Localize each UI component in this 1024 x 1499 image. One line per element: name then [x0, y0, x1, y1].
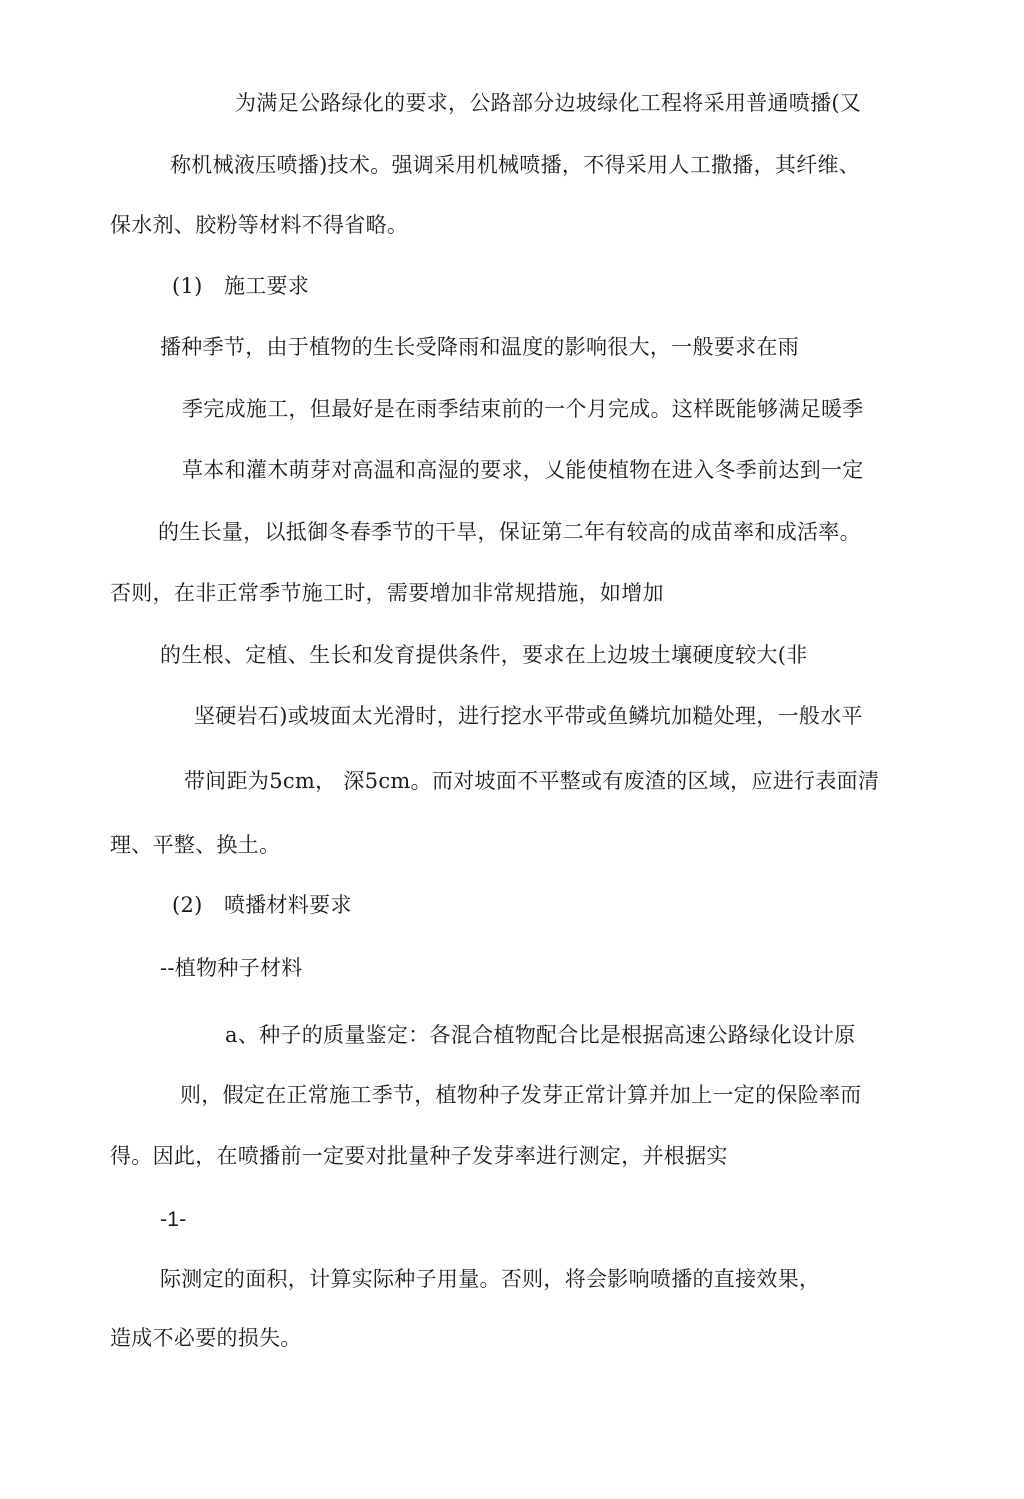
- paragraph-line: 的生长量，以抵御冬春季节的干旱，保证第二年有较高的成苗率和成活率。: [158, 520, 861, 544]
- paragraph-line: 的生根、定植、生长和发育提供条件，要求在上边坡土壤硬度较大(非: [160, 643, 808, 667]
- paragraph-line: 草本和灌木萌芽对高温和高湿的要求，乂能使植物在进入冬季前达到一定: [182, 458, 864, 482]
- paragraph-line: 否则，在非正常季节施工时，需要增加非常规措施，如增加: [110, 581, 664, 605]
- paragraph-line: 理、平整、换土。: [110, 833, 281, 857]
- section-heading: (2) 喷播材料要求: [172, 893, 352, 917]
- paragraph-line: 则，假定在正常施工季节，植物种子发芽正常计算并加上一定的保险率而: [180, 1083, 862, 1107]
- paragraph-line: 季完成施工，但最好是在雨季结束前的一个月完成。这样既能够满足暖季: [182, 397, 864, 421]
- paragraph-line: a、种子的质量鉴定：各混合植物配合比是根据高速公路绿化设计原: [225, 1023, 856, 1047]
- page-number: -1-: [160, 1208, 187, 1231]
- paragraph-line: 际测定的面积，计算实际种子用量。否则，将会影响喷播的直接效果，: [160, 1267, 821, 1291]
- paragraph-line: 称机械液压喷播)技术。强调采用机械喷播，不得采用人工撒播，其纤维、: [170, 153, 861, 177]
- paragraph-line: 坚硬岩石)或坡面太光滑时，进行挖水平带或鱼鳞坑加糙处理，一般水平: [194, 704, 863, 728]
- subheading: --植物种子材料: [160, 956, 303, 980]
- paragraph-line: 播种季节，由于植物的生长受降雨和温度的影响很大，一般要求在雨: [160, 335, 799, 359]
- paragraph-line: 造成不必要的损失。: [110, 1326, 302, 1350]
- paragraph-line: 保水剂、胶粉等材料不得省略。: [110, 213, 409, 237]
- section-heading: (1) 施工要求: [172, 274, 310, 298]
- paragraph-line: 为满足公路绿化的要求，公路部分边坡绿化工程将采用普通喷播(又: [235, 91, 862, 115]
- paragraph-line: 带间距为5cm， 深5cm。而对坡面不平整或有废渣的区域，应进行表面清: [184, 769, 880, 793]
- paragraph-line: 得。因此，在喷播前一定要对批量种子发芽率进行测定，并根据实: [110, 1144, 728, 1168]
